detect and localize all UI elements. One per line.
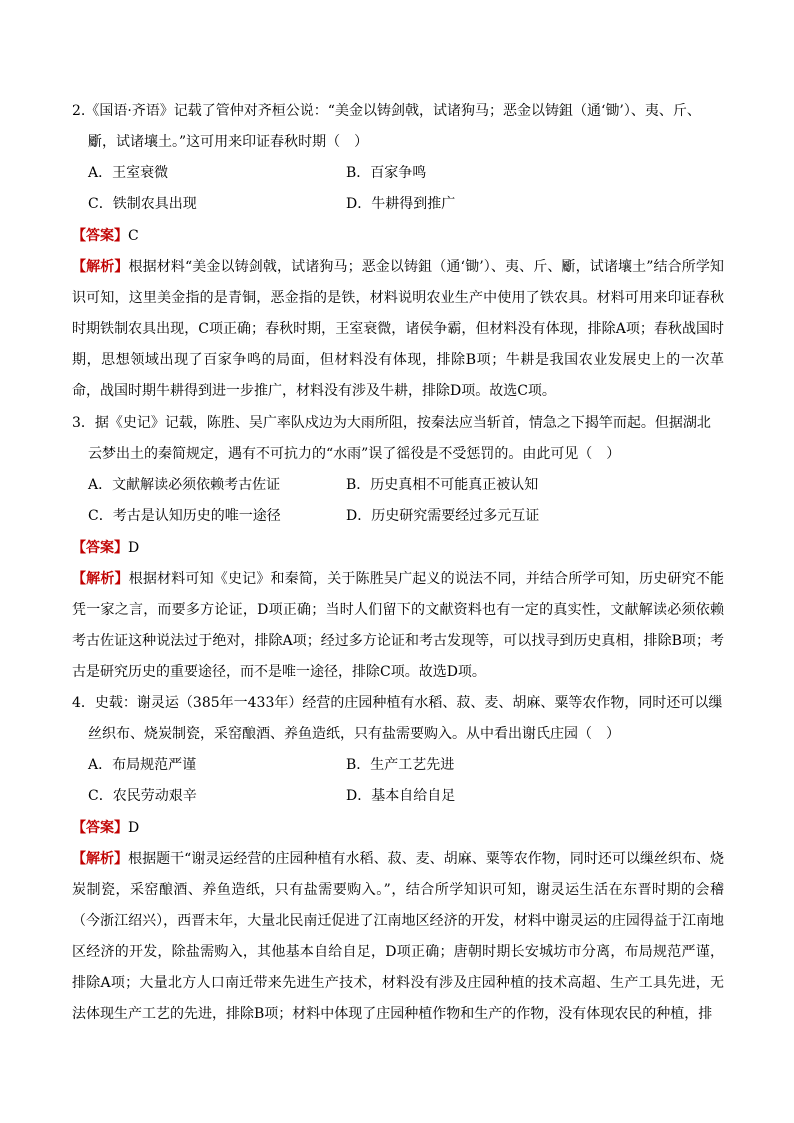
option-c: C．农民劳动艰辛	[88, 788, 197, 804]
answer-tag: 【答案】	[72, 540, 128, 556]
answer-tag: 【答案】	[72, 228, 128, 244]
explanation-tag: 【解析】	[72, 259, 129, 275]
option-a: A．文献解读必须依赖考古佐证	[88, 477, 281, 493]
answer-value: D	[128, 820, 140, 836]
answer-value: C	[128, 228, 139, 244]
option-d: D．基本自给自足	[346, 788, 456, 804]
explanation-2	[72, 252, 724, 407]
options	[88, 750, 724, 812]
option-b: B．百家争鸣	[346, 165, 427, 181]
explanation-tag: 【解析】	[72, 571, 129, 587]
options	[88, 470, 724, 532]
options	[88, 158, 724, 220]
question-2	[72, 96, 724, 220]
answer-value: D	[128, 540, 140, 556]
explanation-tag: 【解析】	[72, 851, 129, 867]
answer-tag: 【答案】	[72, 820, 128, 836]
option-c: C．考古是认知历史的唯一途径	[88, 508, 281, 524]
explanation-3	[72, 564, 724, 688]
option-c: C．铁制农具出现	[88, 196, 197, 212]
question-stem: 3．据《史记》记载，陈胜、吴广率队戍边为大雨所阻，按秦法应当斩首，情急之下揭竿而起。但据湖北云梦出土的秦简规定，遇有不可抗力的“水雨”误了徭役是不受惩罚的。由此可见（ ）	[72, 415, 711, 462]
explanation-text: 根据题干“谢灵运经营的庄园种植有水稻、菽、麦、胡麻、粟等农作物，同时还可以缫丝织布、烧炭制瓷，采窑酿酒、养鱼造纸，只有盐需要购入。”，结合所学知识可知，谢灵运生活在东晋时期的会稽（今浙江绍兴），西晋末年，大量北民南迁促进了江南地区经济的开发，材料中谢灵运的庄园得益于江南地区经济的开发，除盐需购入，其他基本自给自足，D项正确；唐朝时期长安城坊市分离，布局规范严谨，排除A项；大量北方人口南迁带来先进生产技术，材料没有涉及庄园种植的技术高超、生产工具先进，无法体现生产工艺的先进，排除B项；材料中体现了庄园种植作物和生产的作物，没有体现农民的种植，排	[72, 851, 725, 1022]
explanation-text: 根据材料可知《史记》和秦简，关于陈胜吴广起义的说法不同，并结合所学可知，历史研究不能凭一家之言，而要多方论证，D项正确；当时人们留下的文献资料也有一定的真实性，文献解读必须依赖考古佐证这种说法过于绝对，排除A项；经过多方论证和考古发现等，可以找寻到历史真相，排除B项；考古是研究历史的重要途径，而不是唯一途径，排除C项。故选D项。	[72, 571, 725, 680]
question-3	[72, 408, 724, 532]
question-4	[72, 688, 724, 812]
option-d: D．牛耕得到推广	[346, 196, 456, 212]
answer-3	[72, 533, 139, 564]
option-a: A．布局规范严谨	[88, 757, 197, 773]
option-b: B．生产工艺先进	[346, 757, 455, 773]
answer-4	[72, 813, 139, 844]
explanation-4	[72, 844, 724, 1030]
question-stem: 2.《国语·齐语》记载了管仲对齐桓公说：“美金以铸剑戟，试诸狗马；恶金以铸鉏（通‘锄’）、夷、斤、斸，试诸壤土。”这可用来印证春秋时期（ ）	[72, 103, 701, 150]
explanation-text: 根据材料“美金以铸剑戟，试诸狗马；恶金以铸鉏（通‘锄’）、夷、斤、斸，试诸壤土”结合所学知识可知，这里美金指的是青铜，恶金指的是铁，材料说明农业生产中使用了铁农具。材料可用来印证春秋时期铁制农具出现，C项正确；春秋时期，王室衰微，诸侯争霸，但材料没有体现，排除A项；春秋战国时期，思想领域出现了百家争鸣的局面，但材料没有体现，排除B项；牛耕是我国农业发展史上的一次革命，战国时期牛耕得到进一步推广，材料没有涉及牛耕，排除D项。故选C项。	[72, 259, 724, 399]
answer-2	[72, 221, 139, 252]
option-a: A．王室衰微	[88, 165, 169, 181]
question-stem: 4．史载：谢灵运（385年一433年）经营的庄园种植有水稻、菽、麦、胡麻、粟等农作物，同时还可以缫丝织布、烧炭制瓷，采窑酿酒、养鱼造纸，只有盐需要购入。从中看出谢氏庄园（ ）	[72, 695, 723, 742]
option-d: D．历史研究需要经过多元互证	[346, 508, 540, 524]
option-b: B．历史真相不可能真正被认知	[346, 477, 539, 493]
